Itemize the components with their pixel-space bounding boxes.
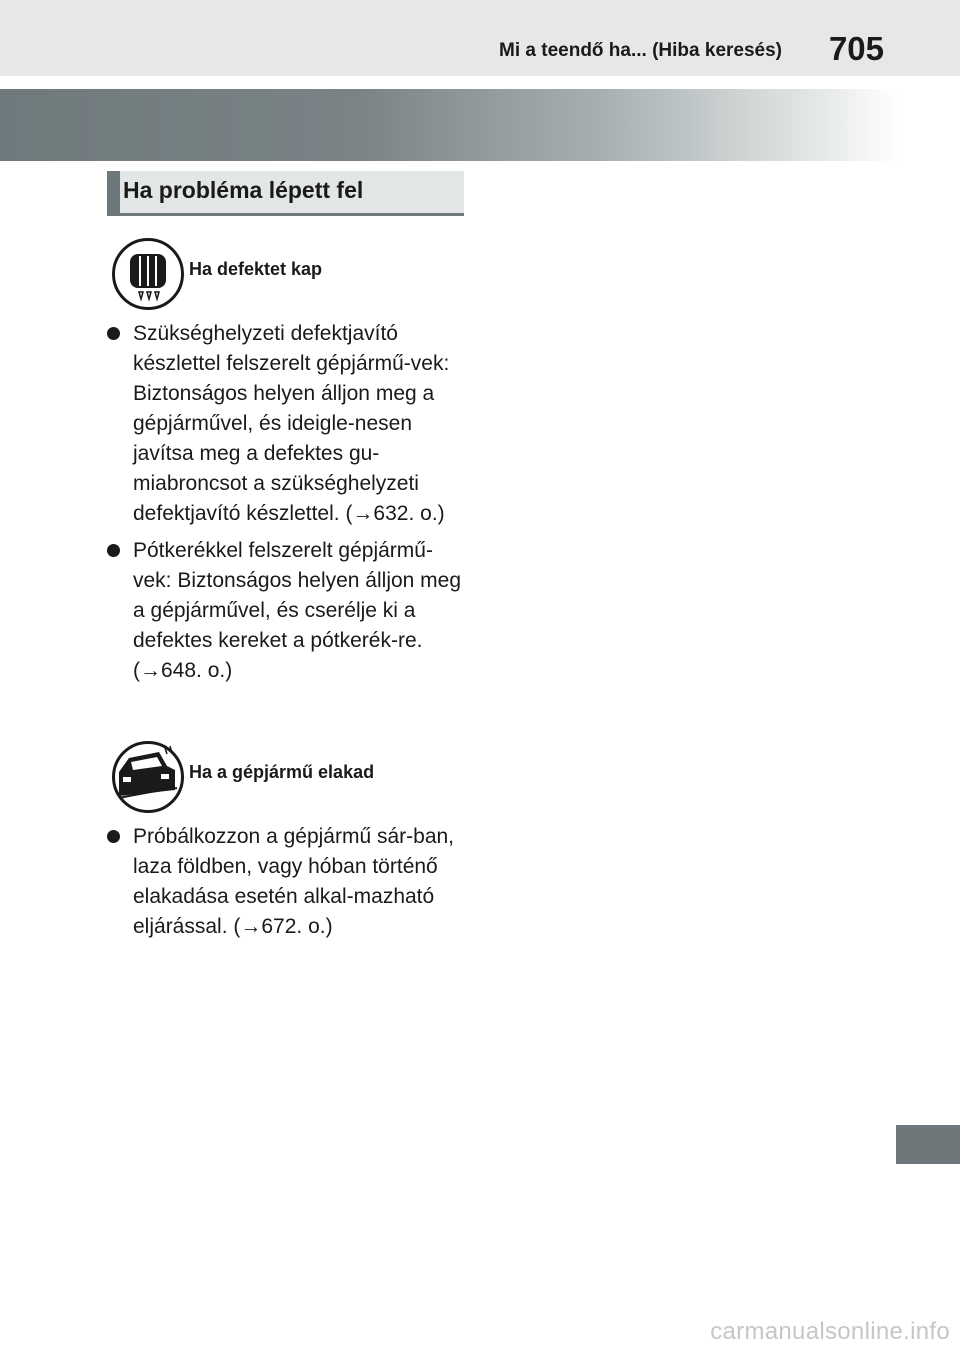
stuck-vehicle-icon: [112, 741, 184, 813]
section-heading: [107, 171, 464, 216]
flat-tire-list: [107, 319, 467, 693]
list-item: [107, 319, 467, 529]
bullet-icon: [107, 830, 120, 843]
list-item-text: Pótkerékkel felszerelt gépjármű-vek: Biztonságos helyen álljon meg a gépjárművel, és cserélje ki a defektes kereket a pótkerék-re. (→648. o.): [133, 539, 462, 682]
stuck-vehicle-list: [107, 822, 467, 949]
bullet-icon: [107, 327, 120, 340]
list-item: [107, 536, 467, 686]
section-heading-accent: [107, 171, 120, 213]
page-number: 705: [828, 30, 884, 67]
chapter-title: Mi a teendő ha... (Hiba keresés): [499, 40, 782, 61]
flat-tire-title: Ha defektet kap: [189, 259, 323, 279]
list-item-text: Próbálkozzon a gépjármű sár-ban, laza földben, vagy hóban történő elakadása esetén alkal-mazható eljárással. (→672. o.): [133, 825, 455, 938]
bullet-icon: [107, 544, 120, 557]
flat-tire-icon: [112, 238, 184, 310]
page-header: [0, 0, 960, 76]
list-item-text: Szükséghelyzeti defektjavító készlettel felszerelt gépjármű-vek: Biztonságos helyen álljon meg a gépjárművel, és ideigle-nesen javítsa meg a defektes gu-miabroncsot a szükséghelyzeti defektjavító készlettel. (→632. o.): [133, 322, 450, 525]
chapter-side-tab: [896, 1125, 960, 1164]
header-gradient-band: [0, 89, 900, 161]
watermark: carmanualsonline.info: [710, 1318, 950, 1345]
list-item: [107, 822, 467, 942]
section-heading-text: Ha probléma lépett fel: [123, 177, 364, 203]
stuck-vehicle-title: Ha a gépjármű elakad: [189, 762, 375, 782]
